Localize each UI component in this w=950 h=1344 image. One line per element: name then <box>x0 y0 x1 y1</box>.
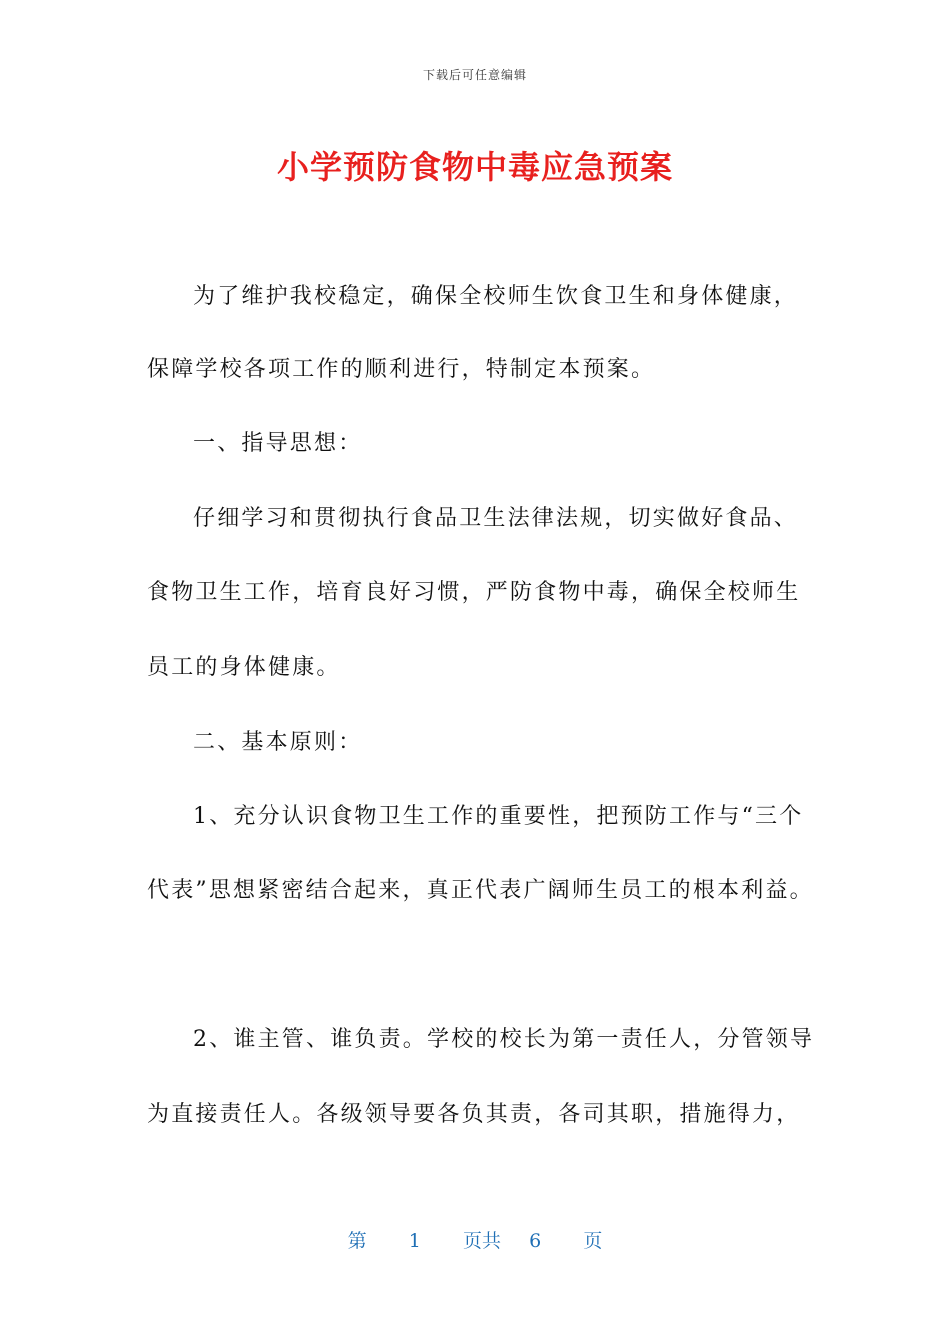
body-line: 1、充分认识食物卫生工作的重要性，把预防工作与“三个 <box>193 804 804 829</box>
body-line: 员工的身体健康。 <box>147 655 341 680</box>
body-line: 仔细学习和贯彻执行食品卫生法律法规，切实做好食品、 <box>193 506 799 531</box>
footer-suffix: 页 <box>583 1230 603 1252</box>
document-title: 小学预防食物中毒应急预案 <box>276 148 673 186</box>
header-note: 下载后可任意编辑 <box>422 68 527 82</box>
section-heading: 一、指导思想： <box>193 431 363 456</box>
body-line: 为了维护我校稳定，确保全校师生饮食卫生和身体健康， <box>193 284 799 309</box>
footer-total-pages: 6 <box>529 1230 542 1252</box>
body-line: 2、谁主管、谁负责。学校的校长为第一责任人，分管领导 <box>193 1027 815 1052</box>
footer-middle: 页共 <box>463 1230 502 1252</box>
section-heading: 二、基本原则： <box>193 730 363 755</box>
body-line: 食物卫生工作，培育良好习惯，严防食物中毒，确保全校师生 <box>147 580 801 605</box>
page-footer <box>0 1226 950 1253</box>
footer-page-number: 1 <box>408 1230 421 1252</box>
footer-prefix: 第 <box>347 1230 367 1252</box>
body-line: 为直接责任人。各级领导要各负其责，各司其职，措施得力， <box>147 1102 801 1127</box>
body-line: 代表”思想紧密结合起来，真正代表广阔师生员工的根本利益。 <box>147 878 814 903</box>
body-line: 保障学校各项工作的顺利进行，特制定本预案。 <box>147 357 656 382</box>
